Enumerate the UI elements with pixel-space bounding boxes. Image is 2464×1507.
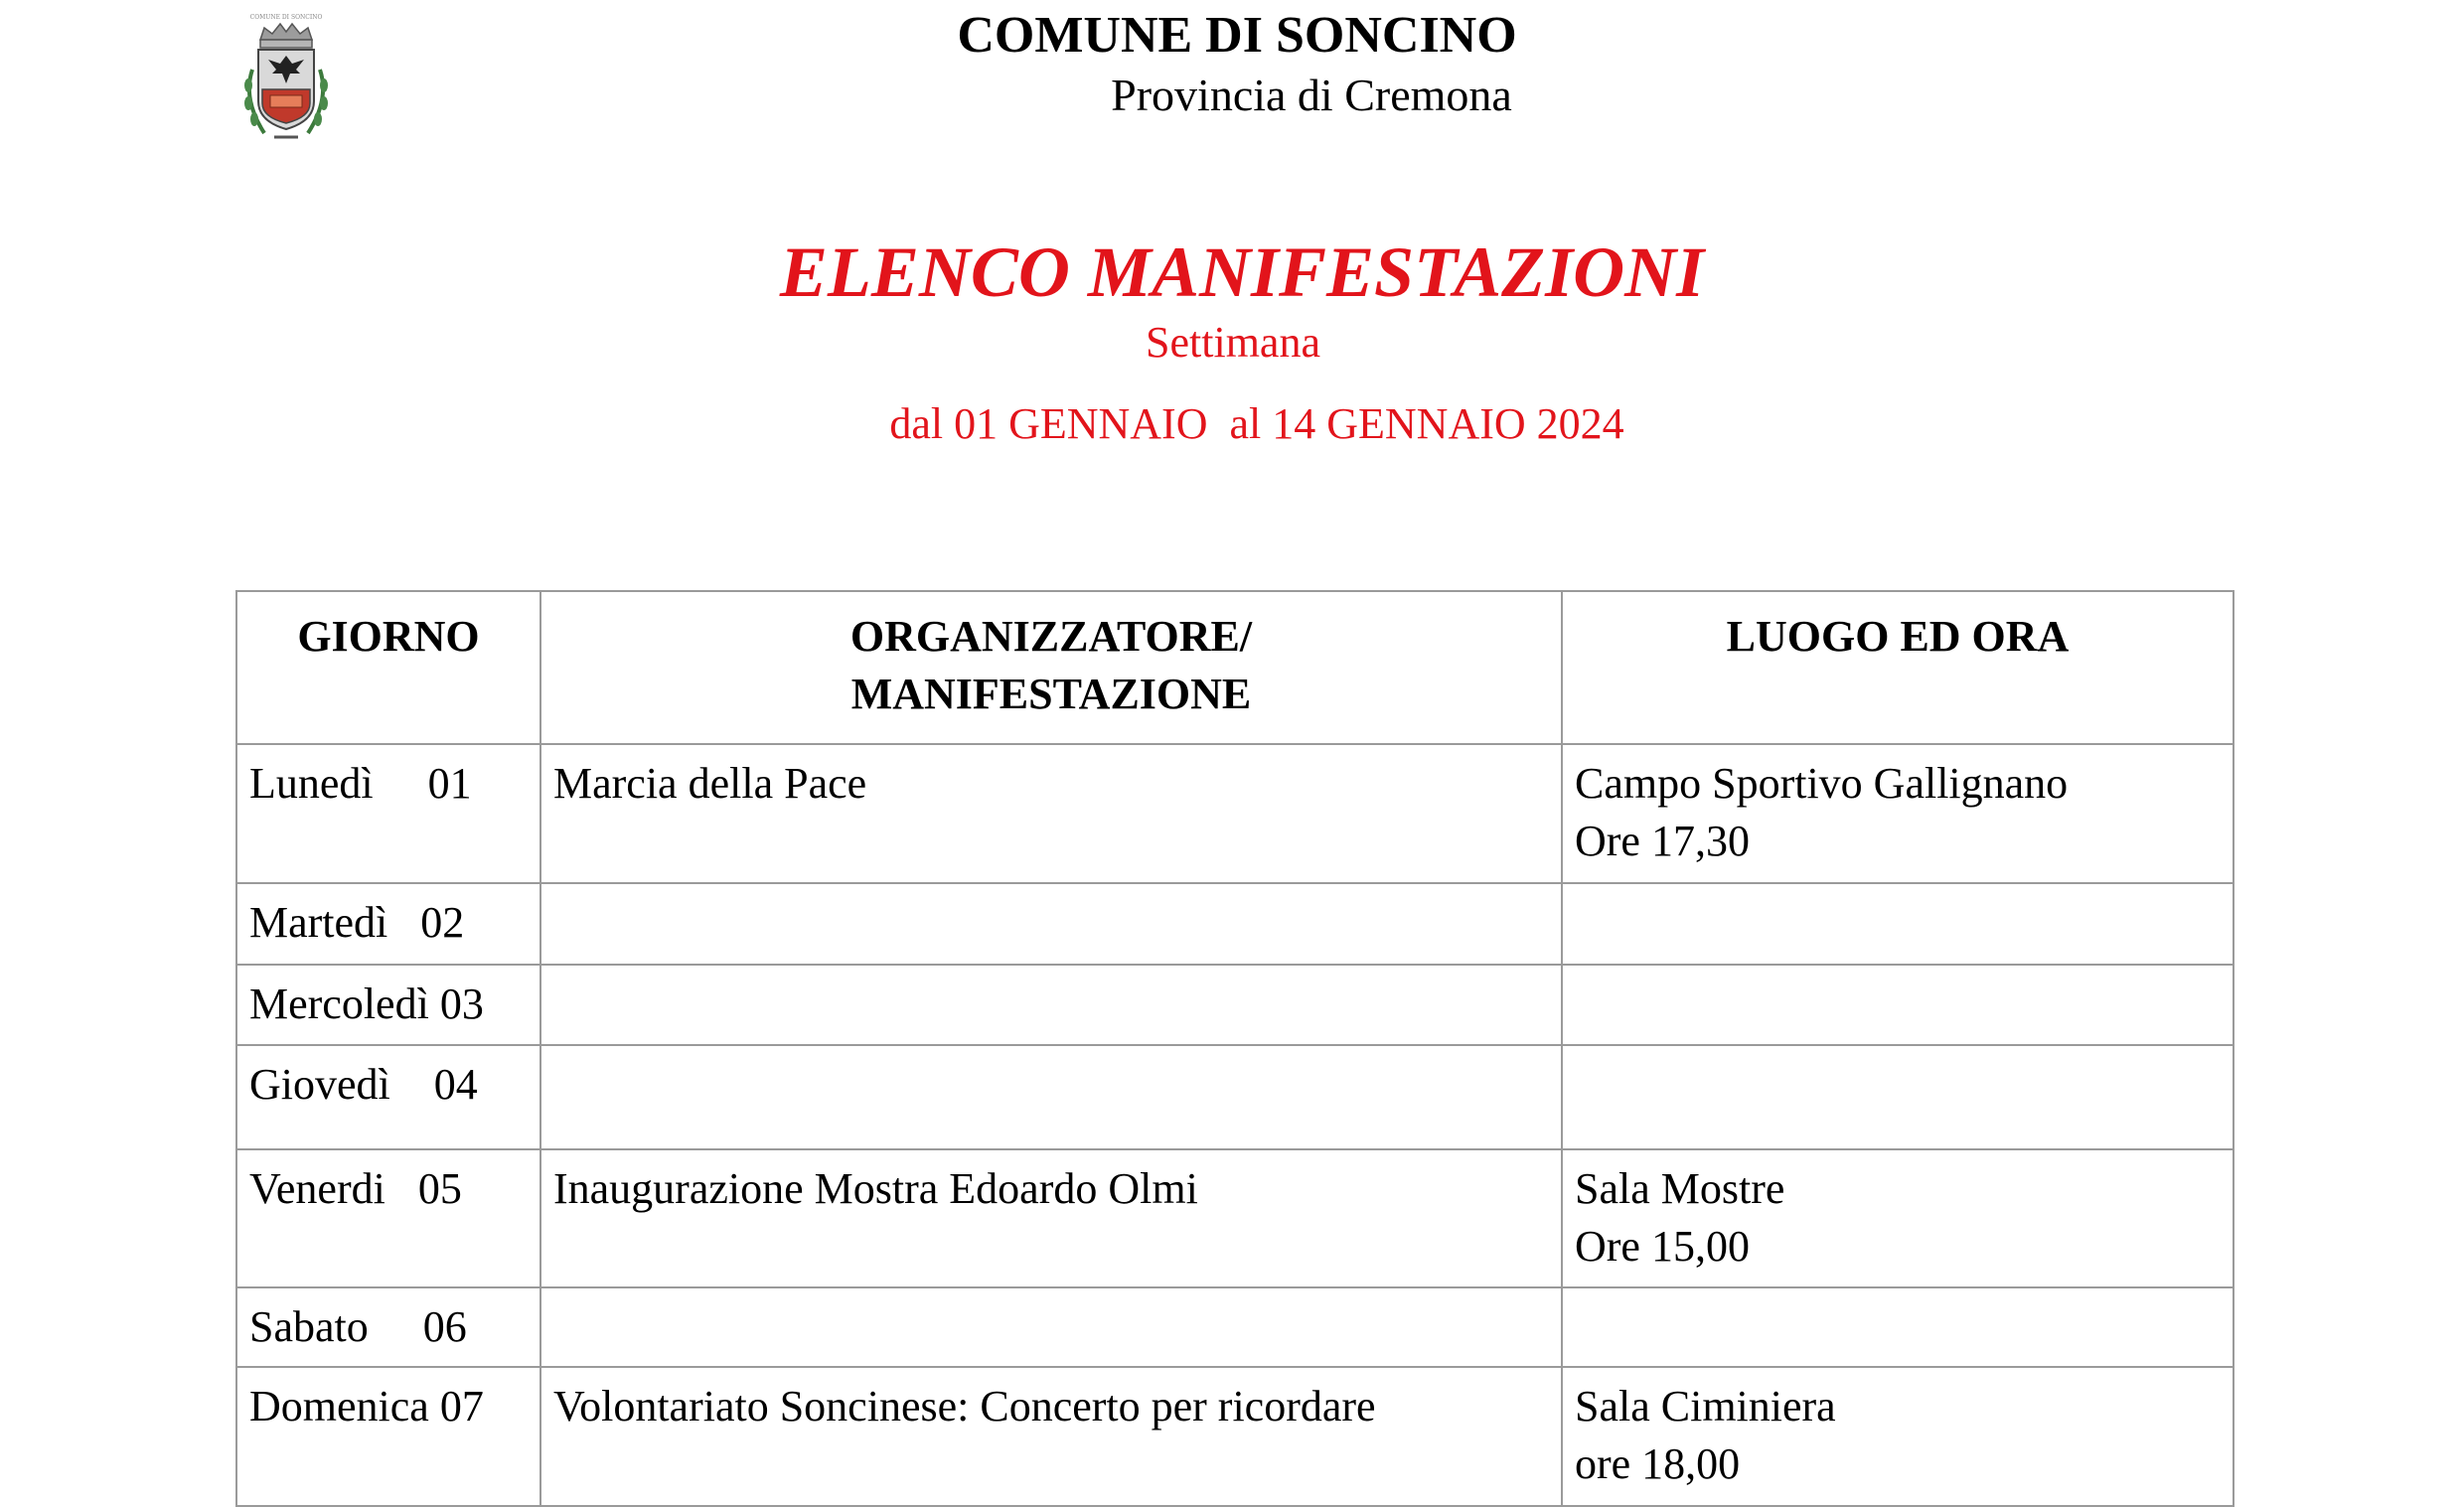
row-day: Sabato 06: [236, 1287, 540, 1367]
row-time: Ore 17,30: [1575, 817, 1750, 865]
page-title: ELENCO MANIFESTAZIONI: [779, 232, 1705, 312]
row-event: [540, 883, 1562, 965]
week-label: Settimana: [1146, 318, 1320, 367]
row-place-name: Sala Ciminiera: [1575, 1382, 1836, 1431]
row-time: ore 18,00: [1575, 1439, 1741, 1488]
row-place: [1562, 1367, 2233, 1506]
row-day: Lunedì 01: [236, 744, 540, 883]
date-range: dal 01 GENNAIO al 14 GENNAIO 2024: [889, 399, 1624, 448]
row-day: Mercoledì 03: [236, 965, 540, 1045]
column-header-place: LUOGO ED ORA: [1562, 591, 2233, 744]
table-row: [236, 1367, 2233, 1506]
row-day: Domenica 07: [236, 1367, 540, 1506]
table-row: [236, 883, 2233, 965]
row-event: Inaugurazione Mostra Edoardo Olmi: [540, 1149, 1562, 1287]
table-row: [236, 744, 2233, 883]
row-place: [1562, 1149, 2233, 1287]
municipality-name: COMUNE DI SONCINO: [957, 7, 1517, 64]
row-place-name: Sala Mostre: [1575, 1164, 1785, 1213]
events-table: [235, 590, 2234, 1507]
row-event: Marcia della Pace: [540, 744, 1562, 883]
row-event: [540, 965, 1562, 1045]
row-day: Venerdi 05: [236, 1149, 540, 1287]
table-row: [236, 1045, 2233, 1149]
row-place: [1562, 965, 2233, 1045]
row-place: [1562, 744, 2233, 883]
row-place: [1562, 1287, 2233, 1367]
table-row: [236, 1149, 2233, 1287]
row-place-name: Campo Sportivo Gallignano: [1575, 759, 2069, 808]
row-event: [540, 1045, 1562, 1149]
row-place: [1562, 883, 2233, 965]
column-header-day: GIORNO: [236, 591, 540, 744]
column-header-organizer: [540, 591, 1562, 744]
row-time: Ore 15,00: [1575, 1222, 1750, 1271]
column-header-organizer-line2: MANIFESTAZIONE: [850, 670, 1252, 718]
row-event: [540, 1287, 1562, 1367]
province-name: Provincia di Cremona: [1111, 70, 1512, 120]
row-place: [1562, 1045, 2233, 1149]
table-header-row: [236, 591, 2233, 744]
svg-text:COMUNE DI SONCINO: COMUNE DI SONCINO: [249, 14, 323, 21]
row-day: Martedì 02: [236, 883, 540, 965]
table-row: [236, 1287, 2233, 1367]
table-row: [236, 965, 2233, 1045]
column-header-organizer-line1: ORGANIZZATORE/: [849, 612, 1253, 661]
row-day: Giovedì 04: [236, 1045, 540, 1149]
row-event: Volontariato Soncinese: Concerto per ricordare: [540, 1367, 1562, 1506]
